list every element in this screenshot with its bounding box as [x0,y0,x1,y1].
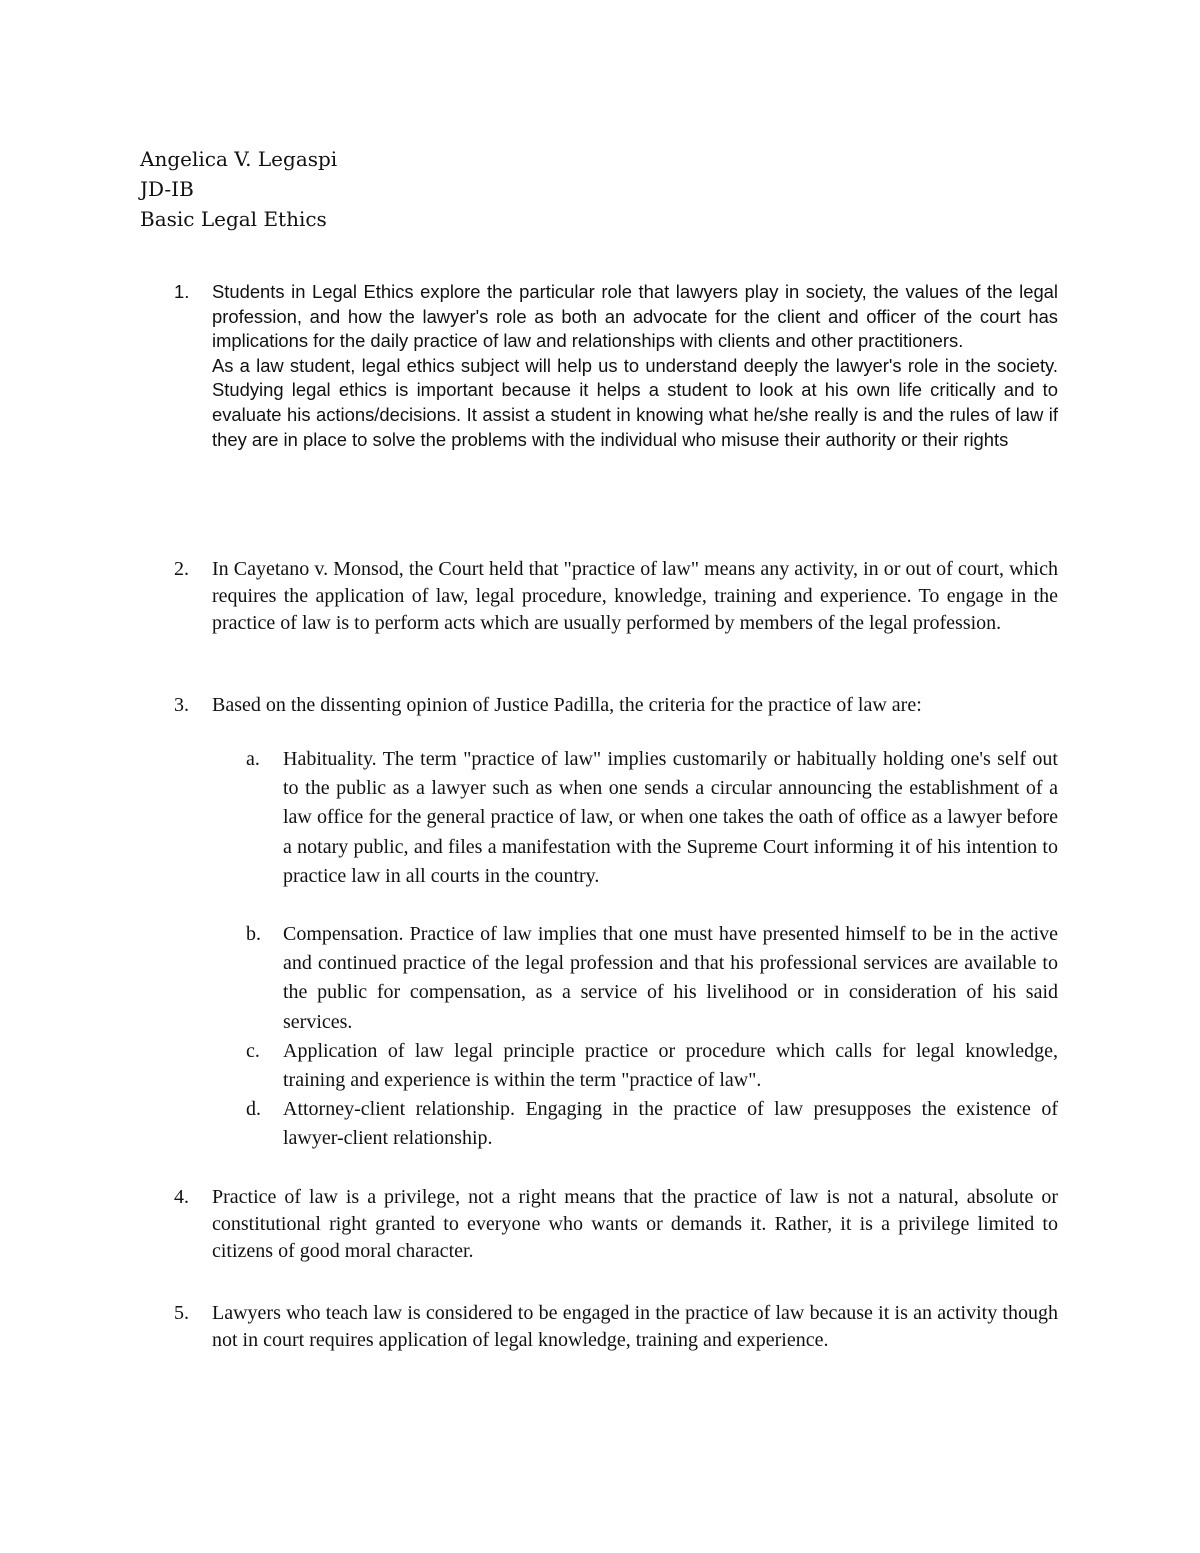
sub-item-text: Habituality. The term "practice of law" implies customarily or habitually holding one's self out to the public as a lawyer such as when one sends a circular announcing the establishment of a law office for the general practice of law, or when one takes the oath of office as a lawyer before a notary public, and files a manifestation with the Supreme Court informing it of his intention to practice law in all courts in the country. [283,748,1058,887]
author-name: Angelica V. Legaspi [140,147,338,171]
sub-item-letter: b. [246,923,261,945]
sub-item-letter: c. [246,1040,260,1062]
sub-item-text: Attorney-client relationship. Engaging in the practice of law presupposes the existence of lawyer-client relationship. [283,1098,1058,1150]
item-body [212,280,1058,452]
sub-item-letter: a. [246,748,260,770]
sub-item-text: Compensation. Practice of law implies that one must have presented himself to be in the active and continued practice of the legal profession and that his professional services are available to the public for compensation, as a service of his livelihood or in consideration of his said services. [283,923,1058,1033]
document-header [140,144,337,234]
item-number: 2. [174,558,189,580]
item-paragraph: As a law student, legal ethics subject will help us to understand deeply the lawyer's role in the society. Studying legal ethics is important because it helps a student to look at his own life critically and to evaluate his actions/decisions. It assist a student in knowing what he/she really is and the rules of law if they are in place to solve the problems with the individual who misuse their authority or their rights [212,354,1058,450]
item-number: 4. [174,1186,189,1208]
sub-item-text: Application of law legal principle practice or procedure which calls for legal knowledge, training and experience is within the term "practice of law". [283,1040,1058,1092]
subject-title: Basic Legal Ethics [140,207,327,231]
item-number: 1. [174,281,190,302]
item-body: Lawyers who teach law is considered to be engaged in the practice of law because it is an activity though not in court requires application of legal knowledge, training and experience. [212,1302,1058,1351]
item-number: 3. [174,694,189,716]
item-paragraph: Students in Legal Ethics explore the particular role that lawyers play in society, the values of the legal profession, and how the lawyer's role as both an advocate for the client and officer of the court has implications for the daily practice of law and relationships with clients and other practitioners. [212,281,1058,352]
item-body: Practice of law is a privilege, not a right means that the practice of law is not a natural, absolute or constitutional right granted to everyone who wants or demands it. Rather, it is a privilege limited to citizens of good moral character. [212,1186,1058,1262]
item-body: Based on the dissenting opinion of Justice Padilla, the criteria for the practice of law are: [212,694,922,716]
class-section: JD-IB [140,177,194,201]
item-body: In Cayetano v. Monsod, the Court held that "practice of law" means any activity, in or out of court, which requires the application of law, legal procedure, knowledge, training and experience. To engage in the practice of law is to perform acts which are usually performed by members of the legal profession. [212,558,1058,634]
item-number: 5. [174,1302,189,1324]
sub-item-letter: d. [246,1098,261,1120]
